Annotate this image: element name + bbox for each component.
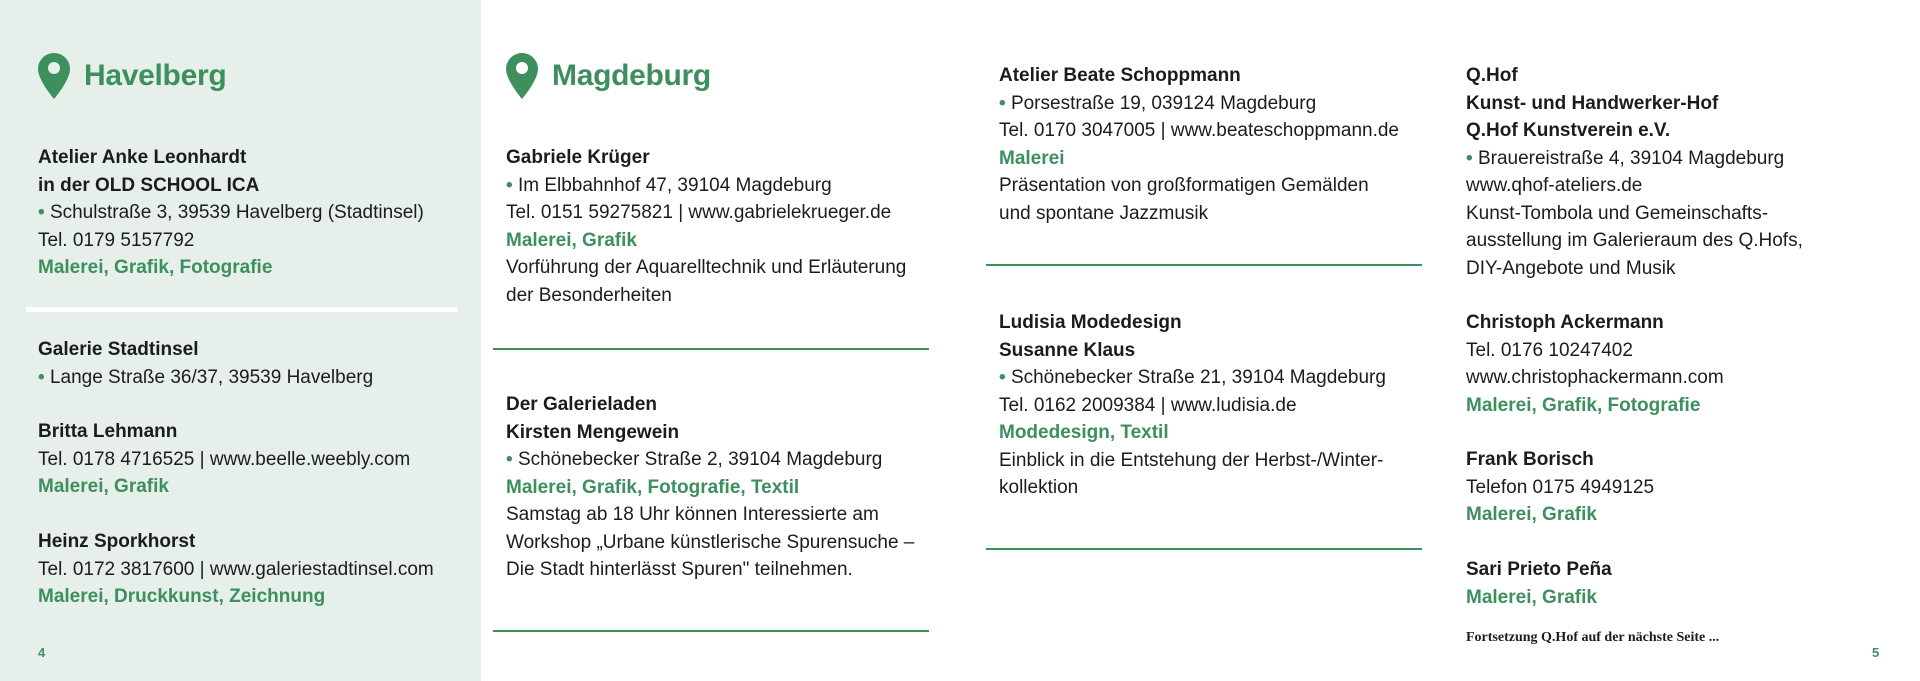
listing-category: Malerei bbox=[999, 147, 1065, 169]
listing-phone-web: Tel. 0170 3047005 | www.beateschoppmann.de bbox=[999, 120, 1400, 141]
listing-category: Malerei, Grafik bbox=[506, 229, 637, 251]
listing-entry bbox=[1466, 446, 1886, 529]
listing-address: • Brauereistraße 4, 39104 Magdeburg bbox=[1466, 145, 1886, 173]
continuation-note: Fortsetzung Q.Hof auf der nächste Seite ... bbox=[1466, 630, 1720, 645]
listing-entry bbox=[38, 528, 458, 611]
listing-entry bbox=[38, 418, 458, 501]
listing-website: www.qhof-ateliers.de bbox=[1466, 175, 1643, 196]
listing-name: Britta Lehmann bbox=[38, 421, 178, 442]
listing-entry bbox=[999, 309, 1419, 502]
listing-description: Workshop „Urbane künstlerische Spurensuche – bbox=[506, 531, 915, 553]
listing-name: Frank Borisch bbox=[1466, 449, 1594, 470]
listing-name-line2: in der OLD SCHOOL ICA bbox=[38, 174, 260, 196]
listing-entry bbox=[506, 144, 936, 309]
listing-entry bbox=[999, 62, 1419, 227]
listing-category: Malerei, Grafik, Fotografie bbox=[38, 257, 273, 278]
listing-description: Kunst-Tombola und Gemeinschafts- bbox=[1466, 202, 1769, 224]
listing-category: Malerei, Grafik bbox=[1466, 586, 1597, 608]
listing-address: • Schönebecker Straße 2, 39104 Magdeburg bbox=[506, 446, 936, 474]
section-divider bbox=[986, 264, 1422, 266]
city-heading-havelberg bbox=[38, 53, 226, 99]
listing-name: Der Galerieladen bbox=[506, 394, 658, 415]
page-number-right: 5 bbox=[1872, 645, 1880, 660]
listing-category: Malerei, Grafik, Fotografie bbox=[1466, 394, 1701, 416]
section-divider bbox=[493, 348, 929, 350]
listing-description: Präsentation von großformatigen Gemälden bbox=[999, 175, 1369, 196]
listing-name: Heinz Sporkhorst bbox=[38, 531, 196, 552]
city-name: Havelberg bbox=[84, 59, 227, 92]
section-divider bbox=[986, 548, 1422, 550]
listing-category: Malerei, Grafik bbox=[38, 476, 169, 497]
listing-name: Sari Prieto Peña bbox=[1466, 559, 1612, 580]
map-pin-icon bbox=[506, 53, 538, 99]
listing-description: Samstag ab 18 Uhr können Interessierte am bbox=[506, 504, 879, 525]
listing-name: Q.Hof bbox=[1466, 65, 1518, 86]
listing-website: www.christophackermann.com bbox=[1466, 367, 1724, 388]
section-divider bbox=[26, 307, 458, 312]
listing-name-line2: Kunst- und Handwerker-Hof bbox=[1466, 92, 1719, 114]
listing-entry bbox=[1466, 62, 1886, 282]
listing-description: Die Stadt hinterlässt Spuren" teilnehmen. bbox=[506, 559, 853, 580]
listing-phone: Tel. 0179 5157792 bbox=[38, 229, 195, 251]
listing-phone-web: Tel. 0162 2009384 | www.ludisia.de bbox=[999, 394, 1297, 416]
city-name: Magdeburg bbox=[552, 59, 711, 92]
listing-name: Ludisia Modedesign bbox=[999, 312, 1182, 333]
listing-description: Vorführung der Aquarelltechnik und Erläuterung bbox=[506, 257, 907, 278]
listing-name: Atelier Beate Schoppmann bbox=[999, 65, 1241, 86]
section-divider bbox=[493, 630, 929, 632]
listing-category: Malerei, Druckkunst, Zeichnung bbox=[38, 586, 326, 607]
listing-name: Galerie Stadtinsel bbox=[38, 339, 199, 360]
listing-name-line2: Susanne Klaus bbox=[999, 339, 1136, 361]
listing-description: DIY-Angebote und Musik bbox=[1466, 257, 1676, 279]
listing-name-line2: Kirsten Mengewein bbox=[506, 421, 680, 443]
listing-address: • Porsestraße 19, 039124 Magdeburg bbox=[999, 90, 1419, 118]
listing-entry bbox=[1466, 309, 1886, 419]
map-pin-icon bbox=[38, 53, 70, 99]
listing-name: Christoph Ackermann bbox=[1466, 312, 1664, 333]
listing-address: • Schönebecker Straße 21, 39104 Magdeburg bbox=[999, 364, 1419, 392]
listing-entry bbox=[506, 391, 936, 584]
listing-category: Modedesign, Textil bbox=[999, 422, 1169, 443]
listing-name: Atelier Anke Leonhardt bbox=[38, 147, 247, 168]
listing-description: der Besonderheiten bbox=[506, 284, 672, 306]
listing-name: Gabriele Krüger bbox=[506, 147, 650, 168]
listing-phone: Tel. 0176 10247402 bbox=[1466, 339, 1633, 361]
listing-name-line3: Q.Hof Kunstverein e.V. bbox=[1466, 120, 1671, 141]
listing-phone-web: Tel. 0178 4716525 | www.beelle.weebly.com bbox=[38, 448, 411, 470]
listing-category: Malerei, Grafik bbox=[1466, 504, 1597, 525]
listing-entry bbox=[1466, 556, 1886, 611]
page-number-left: 4 bbox=[38, 645, 46, 660]
listing-phone-web: Tel. 0151 59275821 | www.gabrielekrueger.de bbox=[506, 202, 892, 223]
listing-phone: Telefon 0175 4949125 bbox=[1466, 476, 1655, 498]
listing-address: • Schulstraße 3, 39539 Havelberg (Stadtinsel) bbox=[38, 199, 458, 227]
city-heading-magdeburg bbox=[506, 53, 711, 99]
listing-description: kollektion bbox=[999, 477, 1079, 498]
listing-phone-web: Tel. 0172 3817600 | www.galeriestadtinsel.com bbox=[38, 558, 434, 580]
listing-address: • Lange Straße 36/37, 39539 Havelberg bbox=[38, 364, 458, 392]
listing-address: • Im Elbbahnhof 47, 39104 Magdeburg bbox=[506, 172, 936, 200]
listing-category: Malerei, Grafik, Fotografie, Textil bbox=[506, 476, 800, 498]
listing-entry bbox=[38, 144, 458, 282]
listing-entry bbox=[38, 336, 458, 391]
listing-description: und spontane Jazzmusik bbox=[999, 202, 1209, 224]
listing-description: Einblick in die Entstehung der Herbst-/Winter- bbox=[999, 449, 1384, 471]
listing-description: ausstellung im Galerieraum des Q.Hofs, bbox=[1466, 230, 1803, 251]
